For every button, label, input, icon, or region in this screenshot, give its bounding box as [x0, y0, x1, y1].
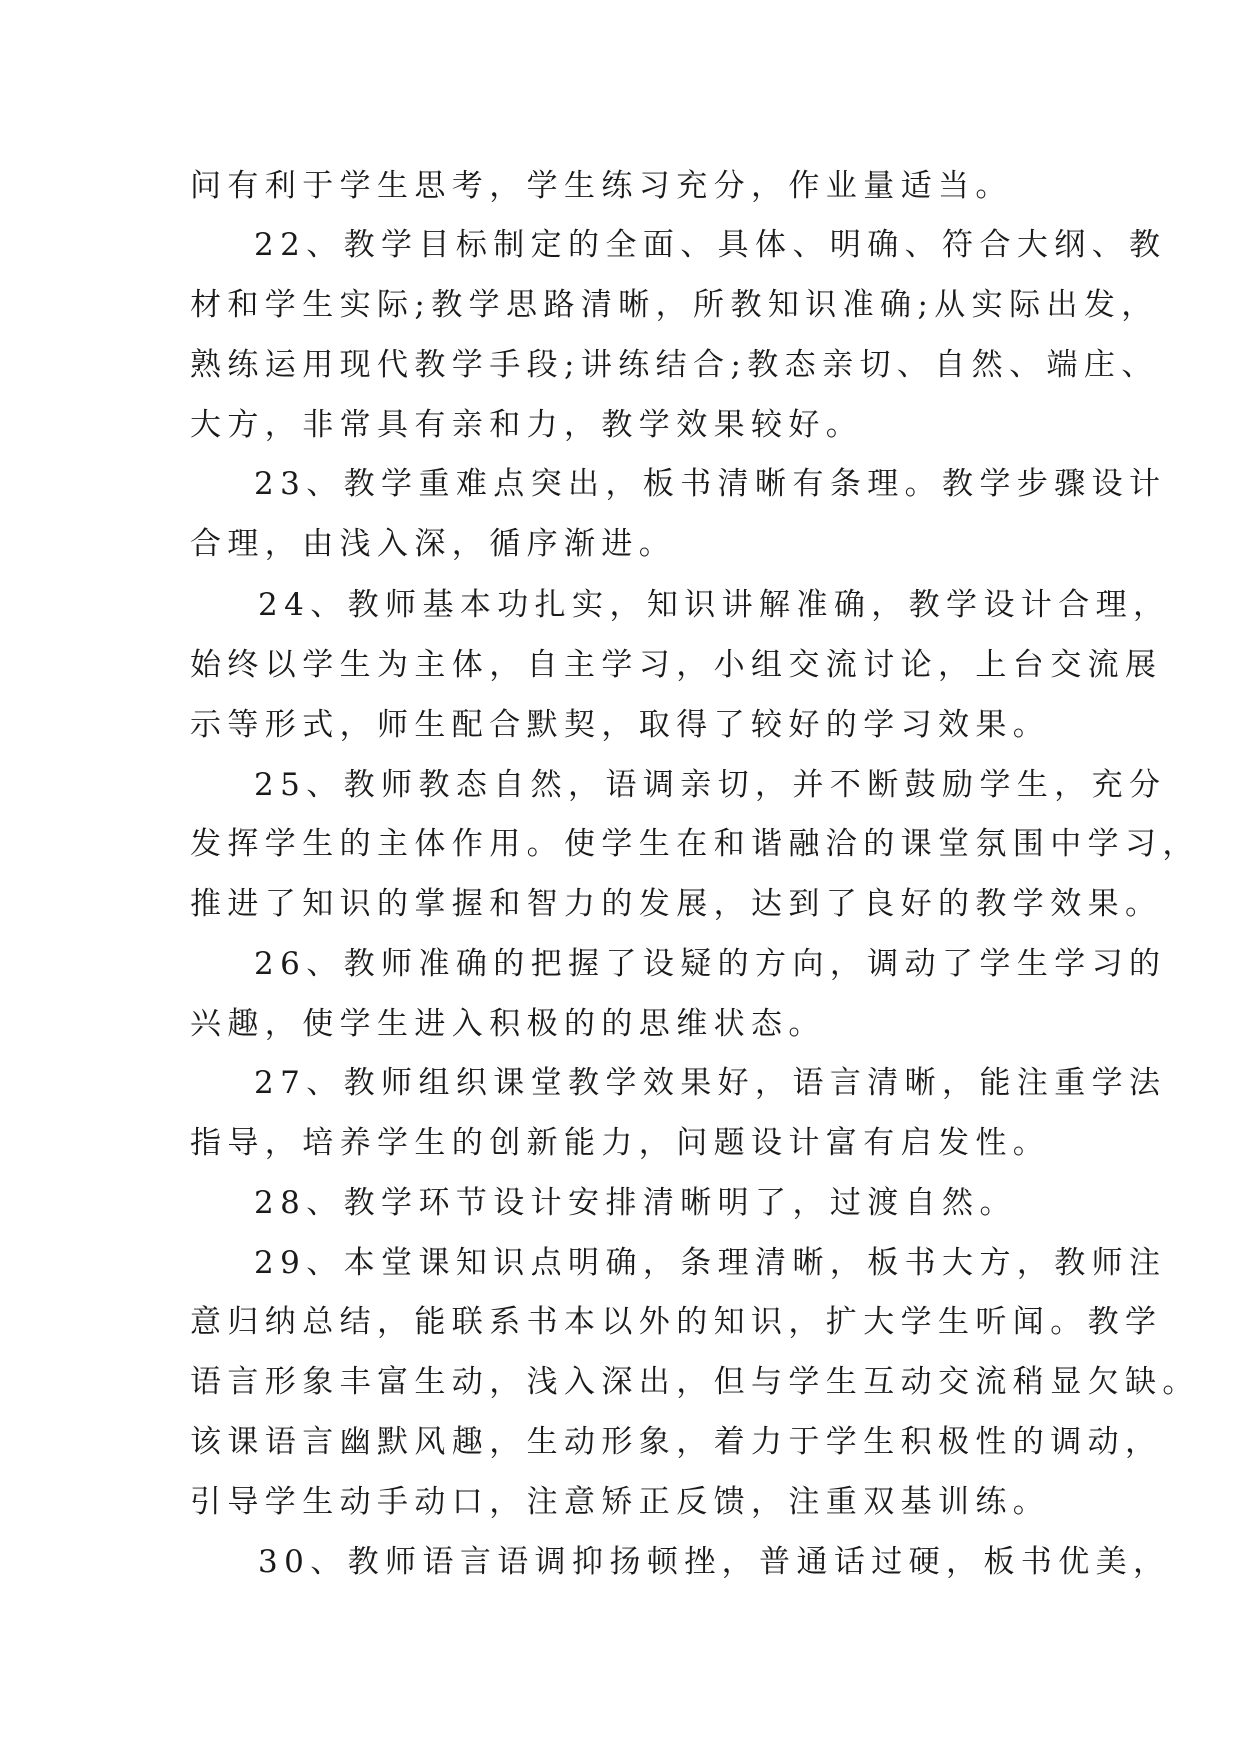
text-line: 引导学生动手动口，注意矫正反馈，注重双基训练。	[190, 1484, 1051, 1520]
text-line: 合理，由浅入深，循序渐进。	[190, 526, 677, 562]
paragraph-24-start: 24、教师基本功扎实，知识讲解准确，教学设计合理，	[258, 587, 1171, 623]
paragraph-26-start: 26、教师准确的把握了设疑的方向，调动了学生学习的	[254, 946, 1167, 982]
text-line: 该课语言幽默风趣，生动形象，着力于学生积极性的调动，	[190, 1424, 1163, 1460]
text-line: 指导，培养学生的创新能力，问题设计富有启发性。	[190, 1125, 1051, 1161]
paragraph-29-start: 29、本堂课知识点明确，条理清晰，板书大方，教师注	[254, 1245, 1167, 1281]
paragraph-30-start: 30、教师语言语调抑扬顿挫，普通话过硬，板书优美，	[258, 1544, 1171, 1580]
paragraph-27-start: 27、教师组织课堂教学效果好，语言清晰，能注重学法	[254, 1065, 1167, 1101]
paragraph-28-start: 28、教学环节设计安排清晰明了，过渡自然。	[254, 1185, 1017, 1221]
text-line: 意归纳总结，能联系书本以外的知识，扩大学生听闻。教学	[190, 1304, 1163, 1340]
text-line: 发挥学生的主体作用。使学生在和谐融洽的课堂氛围中学习，	[190, 826, 1200, 862]
text-line: 问有利于学生思考，学生练习充分，作业量适当。	[190, 168, 1013, 204]
text-line: 语言形象丰富生动，浅入深出，但与学生互动交流稍显欠缺。	[190, 1364, 1200, 1400]
text-line: 兴趣，使学生进入积极的的思维状态。	[190, 1006, 826, 1042]
text-line: 示等形式，师生配合默契，取得了较好的学习效果。	[190, 707, 1051, 743]
paragraph-23-start: 23、教学重难点突出，板书清晰有条理。教学步骤设计	[254, 466, 1167, 502]
text-line: 材和学生实际;教学思路清晰，所教知识准确;从实际出发，	[190, 287, 1159, 323]
text-line: 熟练运用现代教学手段;讲练结合;教态亲切、自然、端庄、	[190, 347, 1159, 383]
paragraph-25-start: 25、教师教态自然，语调亲切，并不断鼓励学生，充分	[254, 767, 1167, 803]
text-line: 始终以学生为主体，自主学习，小组交流讨论，上台交流展	[190, 647, 1163, 683]
text-line: 推进了知识的掌握和智力的发展，达到了良好的教学效果。	[190, 886, 1163, 922]
text-line: 大方，非常具有亲和力，教学效果较好。	[190, 407, 864, 443]
paragraph-22-start: 22、教学目标制定的全面、具体、明确、符合大纲、教	[254, 227, 1167, 263]
